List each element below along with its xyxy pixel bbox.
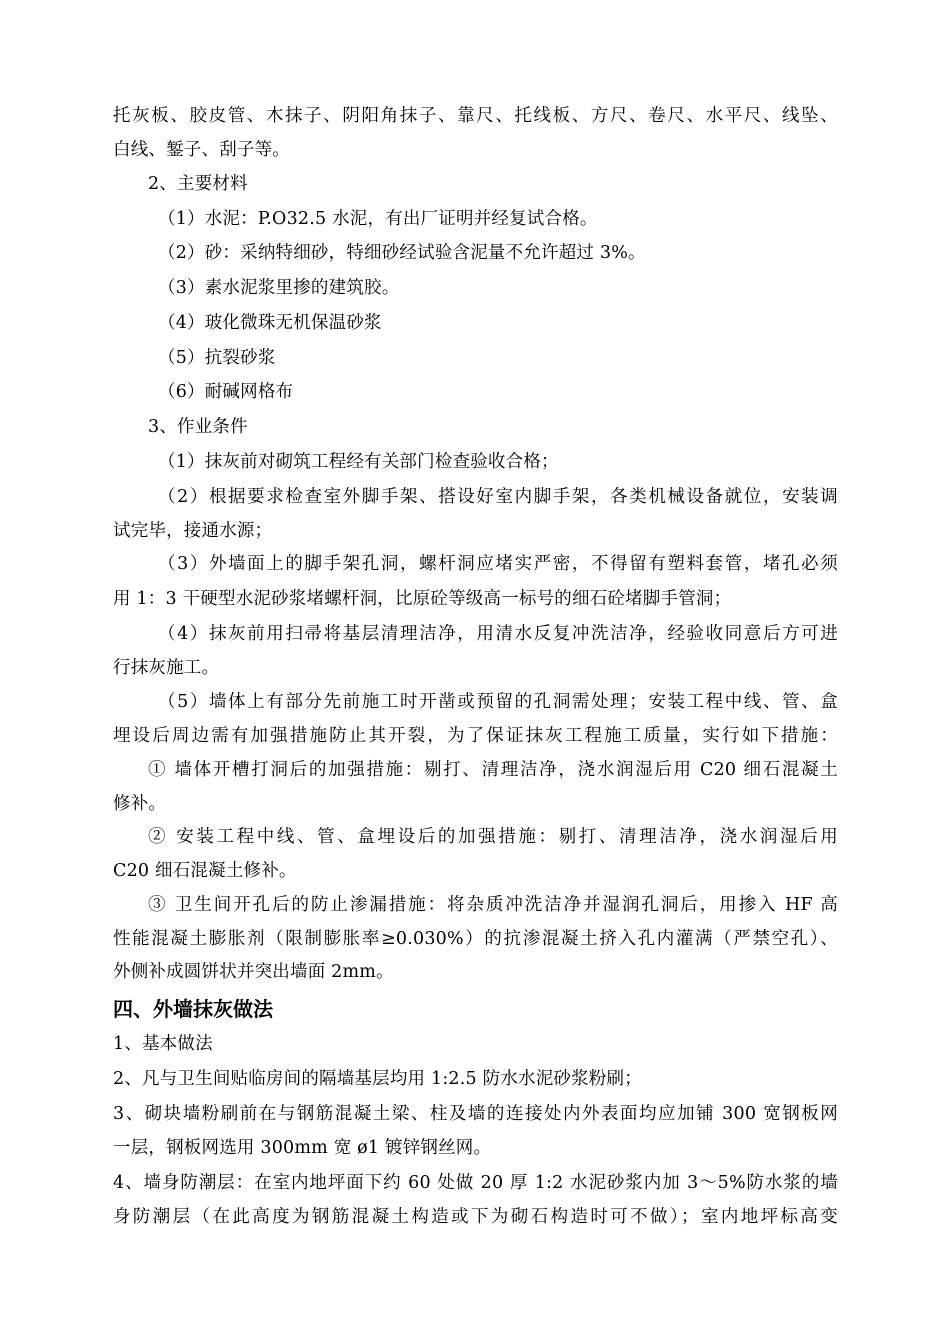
paragraph-line: 试完毕，接通水源；: [113, 521, 273, 541]
list-item: （3）外墙面上的脚手架孔洞，螺杆洞应堵实严密，不得留有塑料套管，堵孔必须: [158, 554, 838, 574]
list-item: （1）抹灰前对砌筑工程经有关部门检查验收合格；: [158, 452, 559, 472]
section-heading: 四、外墙抹灰做法: [113, 997, 273, 1021]
paragraph-line: 修补。: [113, 794, 167, 814]
list-item: （1）水泥：P.O32.5 水泥，有出厂证明并经复试合格。: [158, 209, 598, 229]
paragraph-line: 3、砌块墙粉刷前在与钢筋混凝土梁、柱及墙的连接处内外表面均应加铺 300 宽钢板网: [113, 1104, 838, 1124]
paragraph-line: 2、凡与卫生间贴临房间的隔墙基层均用 1:2.5 防水水泥砂浆粉刷；: [113, 1069, 642, 1089]
paragraph-line: 行抹灰施工。: [113, 658, 220, 678]
list-item: ③ 卫生间开孔后的防止渗漏措施：将杂质冲洗洁净并湿润孔洞后，用掺入 HF 高: [148, 895, 838, 915]
list-item: ① 墙体开槽打洞后的加强措施：剔打、清理洁净，浇水润湿后用 C20 细石混凝土: [148, 760, 838, 780]
list-item: ② 安装工程中线、管、盒埋设后的加强措施：剔打、清理洁净，浇水润湿后用: [148, 827, 838, 847]
paragraph-line: 托灰板、胶皮管、木抹子、阴阳角抹子、靠尺、托线板、方尺、卷尺、水平尺、线坠、: [113, 106, 838, 126]
paragraph-line: 外侧补成圆饼状并突出墙面 2mm。: [113, 962, 394, 982]
paragraph-line: 一层，钢板网选用 300mm 宽 ø1 镀锌钢丝网。: [113, 1138, 492, 1158]
list-item: （2）砂：采纳特细砂，特细砂经试验含泥量不允许超过 3%。: [158, 243, 646, 263]
list-item: （5）墙体上有部分先前施工时开凿或预留的孔洞需处理；安装工程中线、管、盒: [158, 692, 838, 712]
paragraph-line: C20 细石混凝土修补。: [113, 861, 297, 881]
paragraph-line: 埋设后周边需有加强措施防止其开裂，为了保证抹灰工程施工质量，实行如下措施：: [113, 726, 838, 746]
paragraph-line: 身防潮层（在此高度为钢筋混凝土构造或下为砌石构造时可不做）；室内地坪标高变: [113, 1207, 838, 1227]
paragraph-line: 4、墙身防潮层：在室内地坪面下约 60 处做 20 厚 1:2 水泥砂浆内加 3～5%防水浆的墙: [113, 1173, 838, 1193]
paragraph-line: 性能混凝土膨胀剂（限制膨胀率≥0.030%）的抗渗混凝土挤入孔内灌满（严禁空孔）、: [113, 929, 838, 949]
list-item: （5）抗裂砂浆: [158, 348, 276, 368]
paragraph-line: 用 1：3 干硬型水泥砂浆堵螺杆洞，比原砼等级高一标号的细石砼堵脚手管洞；: [113, 589, 732, 609]
list-item: （2）根据要求检查室外脚手架、搭设好室内脚手架，各类机械设备就位，安装调: [158, 487, 838, 507]
section-subheading: 2、主要材料: [148, 174, 248, 194]
list-item: （4）玻化微珠无机保温砂浆: [158, 313, 382, 333]
list-item: （3）素水泥浆里掺的建筑胶。: [158, 278, 400, 298]
paragraph-line: 白线、錾子、刮子等。: [113, 140, 290, 160]
list-item: （6）耐碱网格布: [158, 382, 294, 402]
paragraph-line: 1、基本做法: [113, 1034, 213, 1054]
list-item: （4）抹灰前用扫帚将基层清理洁净，用清水反复冲洗洁净，经验收同意后方可进: [158, 624, 838, 644]
section-subheading: 3、作业条件: [148, 417, 248, 437]
